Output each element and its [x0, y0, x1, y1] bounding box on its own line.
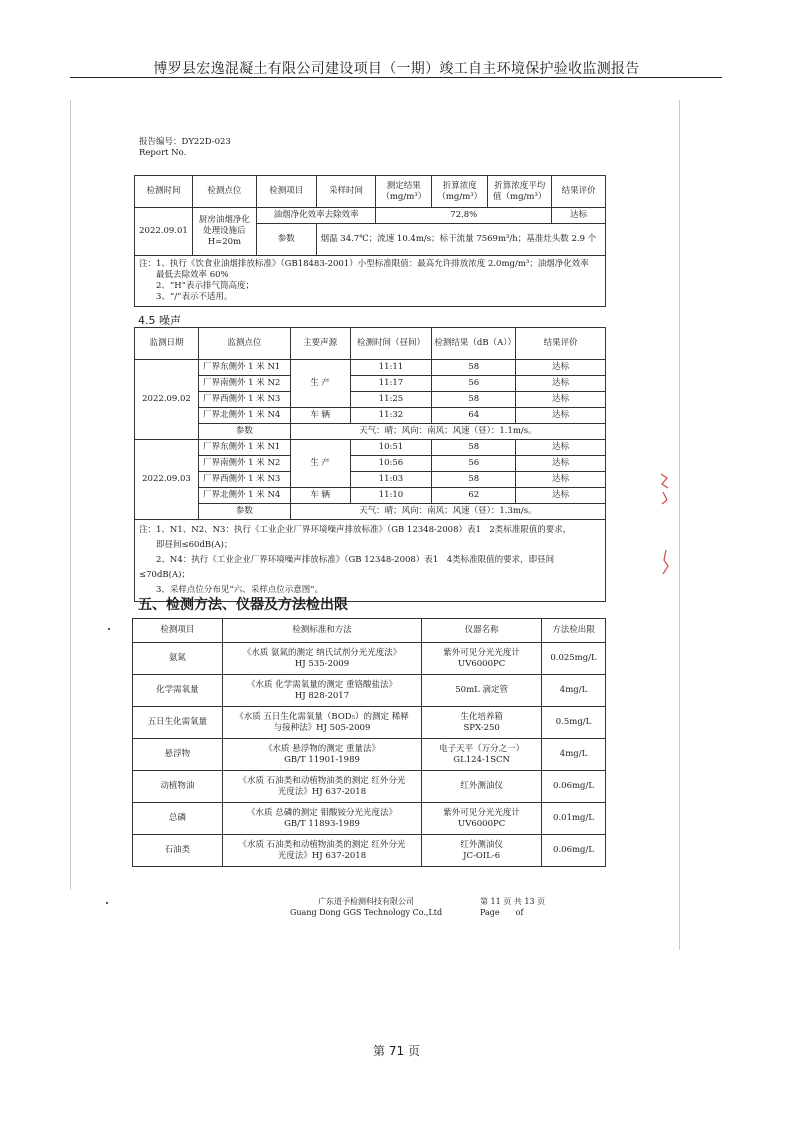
monitor-time: 11:10 [350, 488, 432, 504]
scan-speck [108, 628, 110, 630]
col-header: 折算浓度（mg/m³） [432, 176, 488, 208]
table-row [135, 408, 606, 424]
monitor-result: 56 [432, 456, 516, 472]
col-header: 采样时间 [316, 176, 376, 208]
monitor-point: 厂界南侧外 1 米 N2 [198, 456, 290, 472]
test-item: 五日生化需氧量 [133, 707, 223, 739]
section-heading-methods: 五、检测方法、仪器及方法检出限 [138, 597, 348, 613]
test-item: 化学需氧量 [133, 675, 223, 707]
instrument [422, 643, 542, 675]
monitor-point: 厂界北侧外 1 米 N4 [198, 408, 290, 424]
instrument-line: UV6000PC [458, 818, 506, 829]
test-method [222, 835, 422, 867]
table-row [135, 208, 606, 224]
table-notes [135, 256, 606, 307]
result-evaluation: 达标 [516, 472, 606, 488]
table-notes [135, 520, 606, 602]
note-line: 2、N4：执行《工业企业厂界环境噪声排放标准》（GB 12348-2008）表1 4类标准限值的要求，即昼间≤70dB(A)； [139, 555, 555, 580]
method-line: GB/T 11901-1989 [284, 754, 360, 765]
col-header: 检测点位 [192, 176, 256, 208]
notes-row [135, 520, 606, 602]
table-row [135, 376, 606, 392]
col-header: 监测点位 [198, 328, 290, 360]
col-header: 折算浓度平均值（mg/m³） [488, 176, 552, 208]
noise-table [134, 327, 606, 602]
monitor-time: 11:32 [350, 408, 432, 424]
test-item: 石油类 [133, 835, 223, 867]
col-header: 仪器名称 [422, 619, 542, 643]
methods-table [132, 618, 606, 867]
instrument-line: 50mL 滴定管 [455, 685, 508, 695]
noise-source: 车 辆 [290, 408, 350, 424]
table-row [133, 803, 606, 835]
method-line: 光度法》HJ 637-2018 [277, 850, 367, 861]
method-line: 《水质 五日生化需氧量（BOD₅）的测定 稀释 [235, 711, 409, 722]
table-row [135, 472, 606, 488]
instrument-line: 紫外可见分光光度计 [443, 647, 520, 658]
monitor-date: 2022.09.02 [135, 360, 199, 440]
monitor-result: 58 [432, 392, 516, 408]
footer-page-en: Page of [480, 908, 524, 917]
note-line: 3、“/”表示不适用。 [139, 292, 233, 302]
monitor-time: 11:03 [350, 472, 432, 488]
test-method [222, 803, 422, 835]
method-line: 光度法》HJ 637-2018 [277, 786, 367, 797]
note-line: 即昼间≤60dB(A)； [139, 540, 233, 550]
monitor-time: 10:51 [350, 440, 432, 456]
result-evaluation: 达标 [516, 440, 606, 456]
instrument-line: 紫外可见分光光度计 [443, 807, 520, 818]
param-value: 天气：晴；风向：南风；风速（昼）：1.3m/s。 [290, 504, 605, 520]
result-evaluation: 达标 [516, 488, 606, 504]
test-date: 2022.09.01 [135, 208, 193, 256]
table-row [133, 643, 606, 675]
monitor-result: 58 [432, 472, 516, 488]
monitor-time: 11:17 [350, 376, 432, 392]
test-method [222, 707, 422, 739]
instrument-line: UV6000PC [458, 658, 506, 669]
instrument-line: 红外测油仪 [460, 839, 503, 850]
monitor-time: 11:11 [350, 360, 432, 376]
noise-source: 生 产 [290, 360, 350, 408]
detection-limit: 0.01mg/L [542, 803, 606, 835]
test-item: 动植物油 [133, 771, 223, 803]
instrument-line: 红外测油仪 [460, 781, 503, 791]
table-row [133, 835, 606, 867]
note-line: 注：1、执行《饮食业油烟排放标准》（GB18483-2001）小型标准限值：最高允许排放浓度 2.0mg/m³；油烟净化效率 [139, 259, 589, 269]
instrument [422, 771, 542, 803]
test-item: 氨氮 [133, 643, 223, 675]
method-line: 《水质 石油类和动植物油类的测定 红外分光 [238, 775, 406, 786]
instrument [422, 739, 542, 771]
footer-company-cn: 广东道予检测科技有限公司 [318, 897, 415, 906]
monitor-time: 11:25 [350, 392, 432, 408]
method-line: 《水质 氨氮的测定 纳氏试剂分光光度法》 [242, 647, 402, 658]
footer-page-cn: 第 11 页 共 13 页 [480, 897, 546, 906]
note-line: 3、采样点位分布见“六、采样点位示意图”。 [139, 585, 324, 595]
header-divider [70, 77, 722, 78]
noise-source: 车 辆 [290, 488, 350, 504]
table-row [133, 675, 606, 707]
col-header: 监测日期 [135, 328, 199, 360]
detection-limit: 0.06mg/L [542, 835, 606, 867]
col-header: 方法检出限 [542, 619, 606, 643]
col-header: 检测标准和方法 [222, 619, 422, 643]
detection-limit: 0.5mg/L [542, 707, 606, 739]
param-label: 参数 [256, 224, 316, 256]
notes-row [135, 256, 606, 307]
method-line: GB/T 11893-1989 [284, 818, 360, 829]
test-point: 厨房油烟净化处理设施后 H=20m [192, 208, 256, 256]
test-item: 悬浮物 [133, 739, 223, 771]
monitor-point: 厂界西侧外 1 米 N3 [198, 472, 290, 488]
method-line: 《水质 化学需氧量的测定 重铬酸盐法》 [247, 679, 397, 690]
page-number: 第 71 页 [373, 1044, 420, 1058]
test-item: 油烟净化效率去除效率 [256, 208, 376, 224]
monitor-result: 62 [432, 488, 516, 504]
result-evaluation: 达标 [552, 208, 606, 224]
col-header: 检测时间（昼间） [350, 328, 432, 360]
col-header: 主要声源 [290, 328, 350, 360]
detection-limit: 4mg/L [542, 675, 606, 707]
table-row [135, 360, 606, 376]
table-row [135, 440, 606, 456]
detection-limit: 4mg/L [542, 739, 606, 771]
param-value: 烟温 34.7℃；流速 10.4m/s；标干流量 7569m³/h；基准灶头数 2.9 个 [316, 224, 605, 256]
report-number-en: Report No. [139, 148, 187, 158]
result-evaluation: 达标 [516, 360, 606, 376]
table-header-row [135, 176, 606, 208]
result-evaluation: 达标 [516, 376, 606, 392]
report-number-cn: 报告编号：DY22D-023 [139, 137, 231, 147]
method-line: 与接种法》HJ 505-2009 [273, 722, 371, 733]
table-row [135, 504, 606, 520]
table-header-row [135, 328, 606, 360]
param-label: 参数 [198, 504, 290, 520]
monitor-result: 58 [432, 440, 516, 456]
monitor-result: 58 [432, 360, 516, 376]
monitor-date: 2022.09.03 [135, 440, 199, 520]
monitor-point: 厂界南侧外 1 米 N2 [198, 376, 290, 392]
param-value: 天气：晴；风向：南风；风速（昼）：1.1m/s。 [290, 424, 605, 440]
note-line: 最低去除效率 60% [139, 270, 229, 280]
oil-fume-table [134, 175, 606, 307]
col-header: 检测项目 [256, 176, 316, 208]
footer-company-en: Guang Dong GGS Technology Co.,Ltd [290, 908, 443, 917]
result-evaluation: 达标 [516, 392, 606, 408]
footer-page [480, 896, 545, 918]
table-row [135, 456, 606, 472]
test-method [222, 643, 422, 675]
document-header-title: 博罗县宏逸混凝土有限公司建设项目（一期）竣工自主环境保护验收监测报告 [153, 61, 640, 77]
noise-source: 生 产 [290, 440, 350, 488]
table-row [133, 707, 606, 739]
instrument [422, 707, 542, 739]
col-header: 检测时间 [135, 176, 193, 208]
table-header-row [133, 619, 606, 643]
footer-company [290, 896, 442, 918]
method-line: 《水质 石油类和动植物油类的测定 红外分光 [238, 839, 406, 850]
monitor-result: 64 [432, 408, 516, 424]
test-item: 总磷 [133, 803, 223, 835]
seal-stamp-edge [658, 470, 672, 580]
instrument [422, 675, 542, 707]
scan-edge-right [679, 100, 680, 950]
col-header: 结果评价 [552, 176, 606, 208]
col-header: 检测结果（dB（A）） [432, 328, 516, 360]
detection-limit: 0.025mg/L [542, 643, 606, 675]
result-evaluation: 达标 [516, 408, 606, 424]
instrument-line: GL124-1SCN [453, 754, 510, 765]
table-row [133, 739, 606, 771]
col-header: 检测项目 [133, 619, 223, 643]
table-row [135, 488, 606, 504]
method-line: HJ 535-2009 [294, 658, 350, 669]
monitor-point: 厂界北侧外 1 米 N4 [198, 488, 290, 504]
instrument [422, 835, 542, 867]
note-line: 注：1、N1、N2、N3：执行《工业企业厂界环境噪声排放标准》（GB 12348-2008）表1 2类标准限值的要求， [139, 525, 572, 535]
col-header: 结果评价 [516, 328, 606, 360]
detection-limit: 0.06mg/L [542, 771, 606, 803]
scan-edge-left [70, 100, 71, 890]
table-row [135, 424, 606, 440]
monitor-point: 厂界东侧外 1 米 N1 [198, 440, 290, 456]
instrument-line: 生化培养箱 [460, 711, 503, 722]
instrument [422, 803, 542, 835]
test-method [222, 675, 422, 707]
method-line: 《水质 总磷的测定 钼酸铵分光光度法》 [247, 807, 397, 818]
method-line: HJ 828-2017 [294, 690, 350, 701]
instrument-line: 电子天平（万分之一） [439, 743, 525, 754]
test-result: 72.8% [376, 208, 552, 224]
param-label: 参数 [198, 424, 290, 440]
monitor-time: 10:56 [350, 456, 432, 472]
report-number [139, 137, 231, 159]
instrument-line: JC-OIL-6 [463, 850, 501, 861]
table-row [133, 771, 606, 803]
method-line: 《水质 悬浮物的测定 重量法》 [264, 743, 380, 754]
section-heading-noise: 4.5 噪声 [138, 314, 181, 327]
monitor-result: 56 [432, 376, 516, 392]
test-method [222, 739, 422, 771]
col-header: 测定结果（mg/m³） [376, 176, 432, 208]
monitor-point: 厂界东侧外 1 米 N1 [198, 360, 290, 376]
table-row [135, 392, 606, 408]
test-method [222, 771, 422, 803]
instrument-line: SPX-250 [463, 722, 500, 733]
note-line: 2、“H”表示排气筒高度； [139, 281, 255, 291]
result-evaluation: 达标 [516, 456, 606, 472]
scan-speck [106, 902, 108, 904]
monitor-point: 厂界西侧外 1 米 N3 [198, 392, 290, 408]
